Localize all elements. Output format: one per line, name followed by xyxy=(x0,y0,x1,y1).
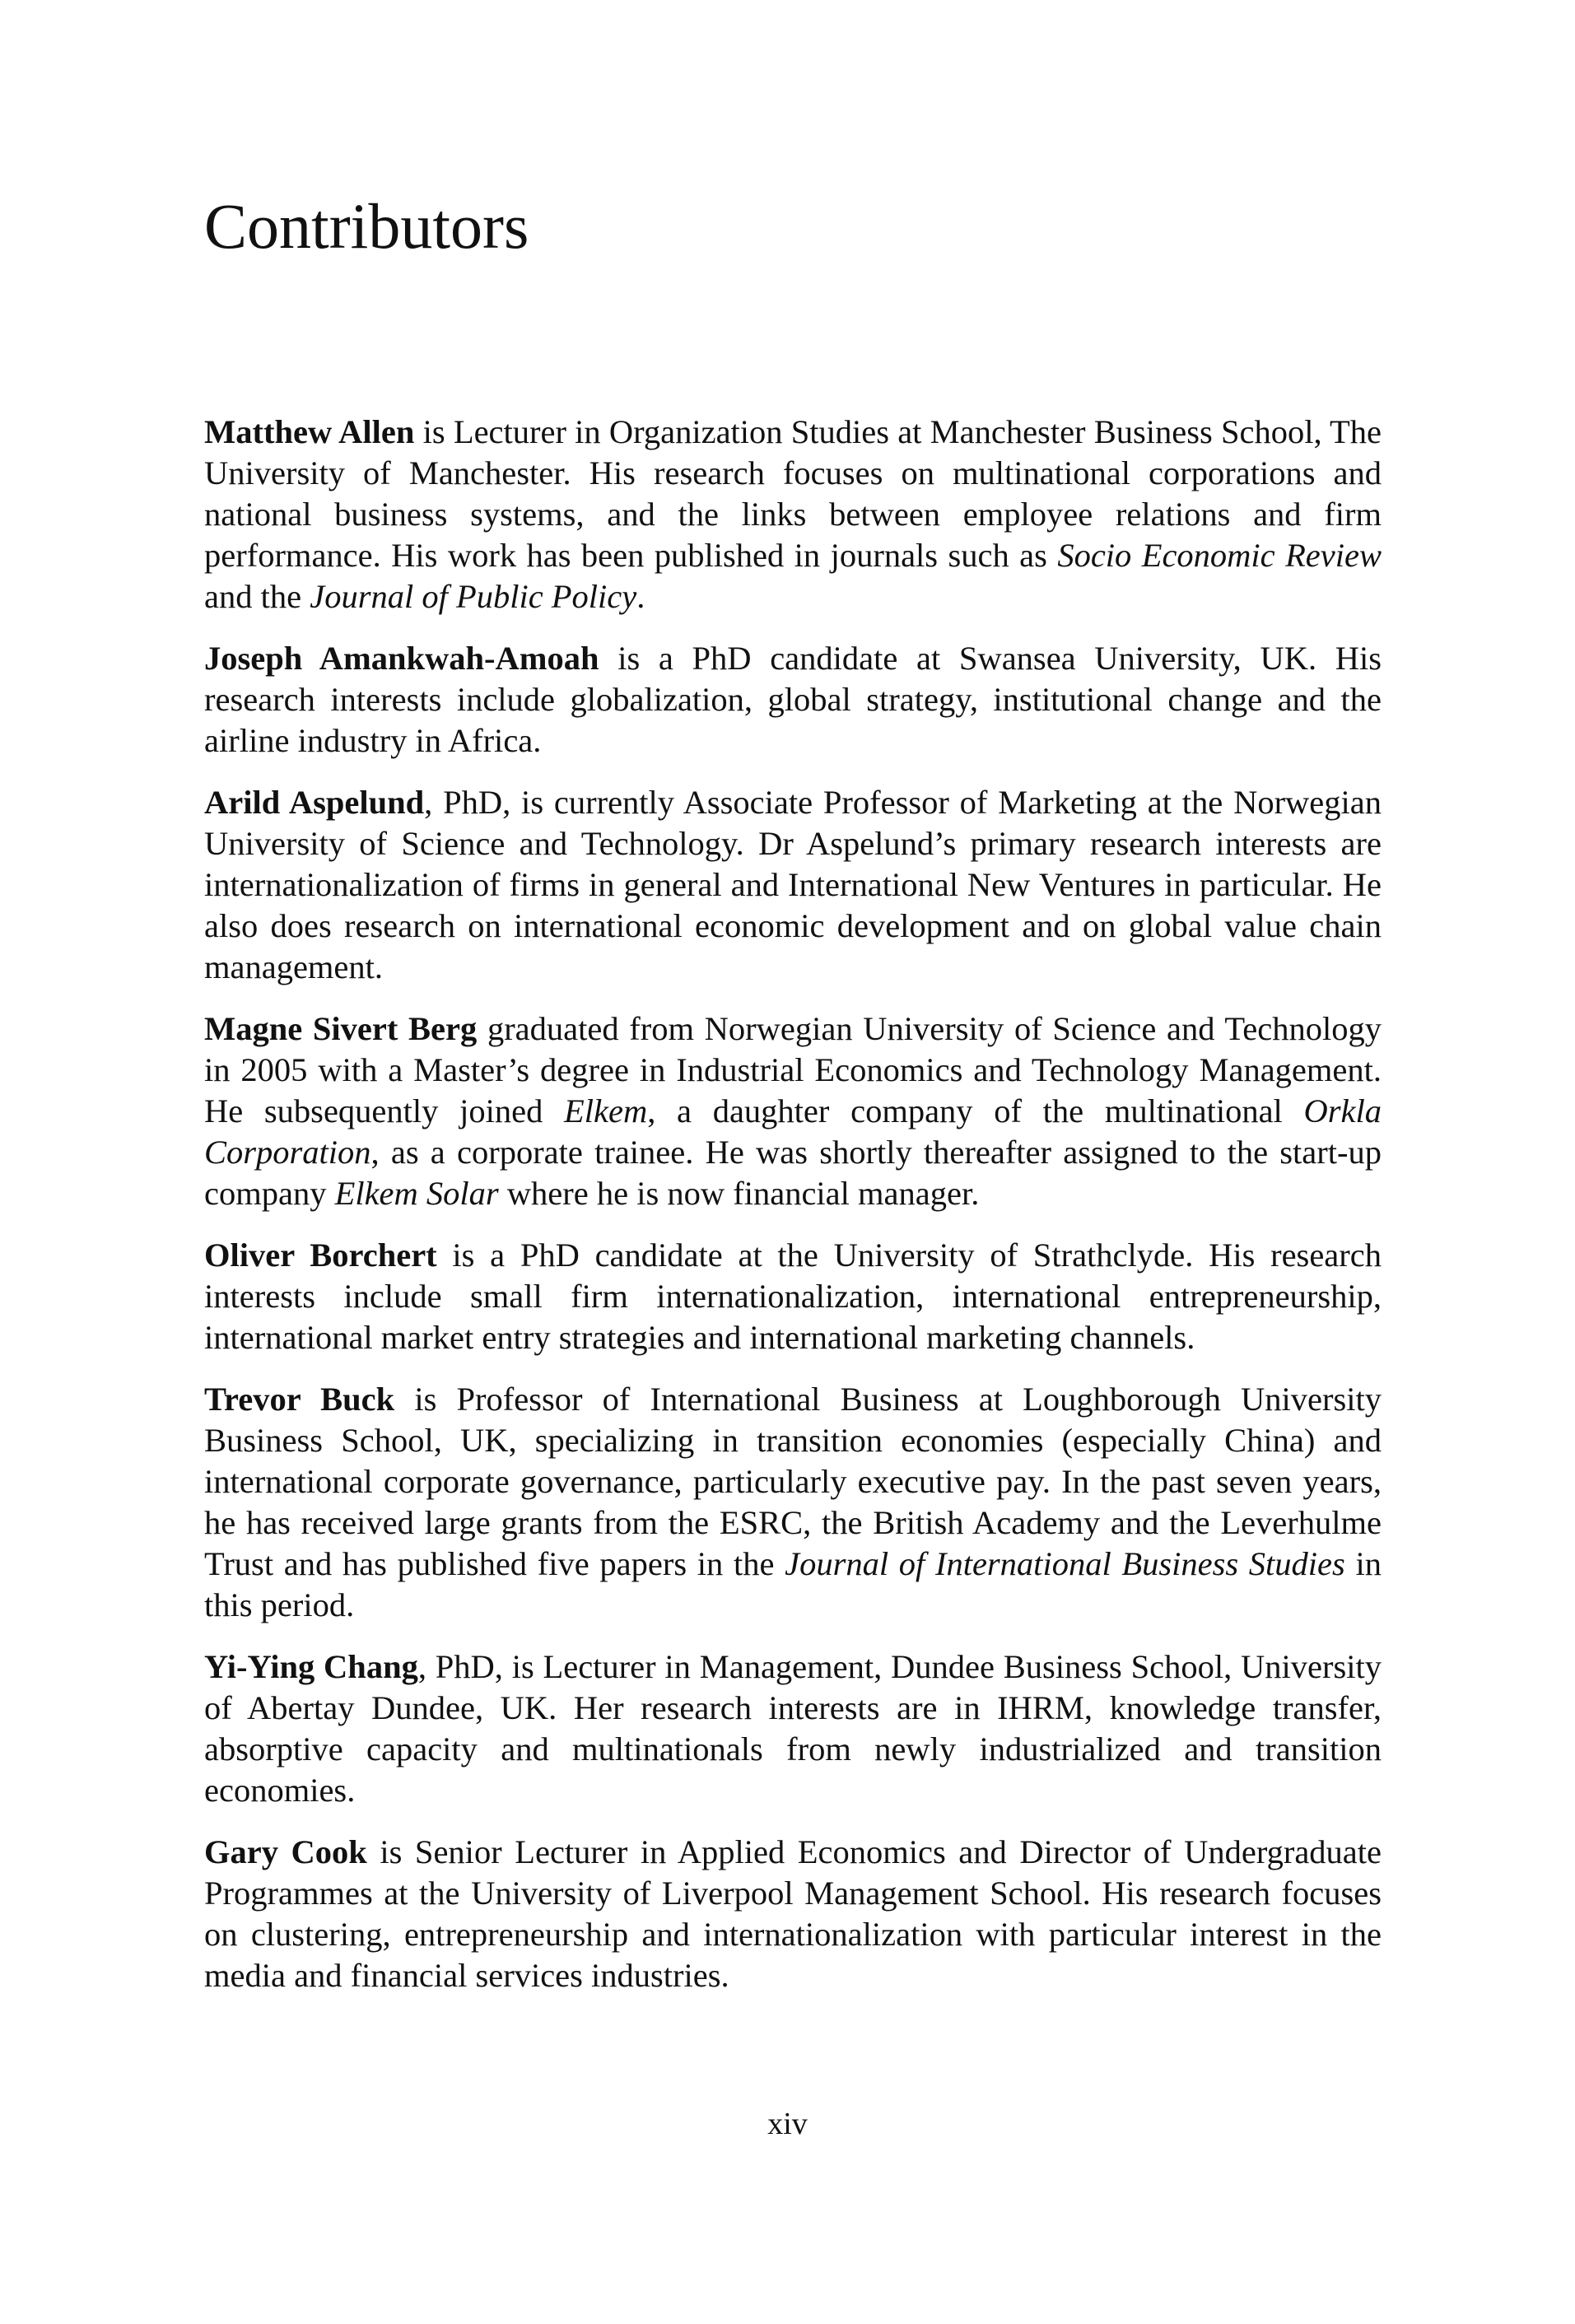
italic-title: Socio Economic Review xyxy=(1057,537,1382,574)
contributor-name: Magne Sivert Berg xyxy=(204,1010,478,1047)
bio-text: is a PhD candidate at Swansea University, UK. His research interests include globalization, global strategy, institutional change and the airline industry in Africa. xyxy=(204,640,1382,759)
italic-title: Journal of International Business Studies xyxy=(785,1545,1345,1582)
bio-text: , PhD, is Lecturer in Management, Dundee Business School, University of Abertay Dundee, UK. Her research interests are in IHRM, knowledge transfer, absorptive capacity and multinationals from newly industrialized and transition economies. xyxy=(204,1648,1382,1809)
contributor-list xyxy=(204,412,1382,2017)
bio-text: is Professor of International Business at Loughborough University Business School, UK, specializing in transition economies (especially China) and international corporate governance, particularly executive pay. In the past seven years, he has received large grants from the ESRC, the British Academy and the Leverhulme Trust and has published five papers in the xyxy=(204,1381,1382,1582)
bio-text: is Lecturer in Organization Studies at Manchester Business School, The University of Manchester. His research focuses on multinational corporations and national business systems, and the links between employee relations and firm performance. His work has been published in journals such as xyxy=(204,413,1382,574)
bio-text: . xyxy=(636,578,645,615)
contributor-entry xyxy=(204,412,1382,617)
contributor-name: Arild Aspelund xyxy=(204,784,425,821)
bio-text: is a PhD candidate at the University of Strathclyde. His research interests include small firm internationalization, international entrepreneurship, international market entry strategies and international marketing channels. xyxy=(204,1237,1382,1356)
contributor-name: Matthew Allen xyxy=(204,413,415,450)
contributor-entry xyxy=(204,1008,1382,1214)
contributor-entry xyxy=(204,1646,1382,1811)
contributor-name: Trevor Buck xyxy=(204,1381,395,1418)
bio-text: , a daughter company of the multinational xyxy=(647,1092,1304,1129)
contributor-entry xyxy=(204,1235,1382,1358)
page-number: xiv xyxy=(767,2107,808,2141)
italic-title: Elkem Solar xyxy=(334,1175,499,1212)
contributor-name: Joseph Amankwah-Amoah xyxy=(204,640,599,677)
contributor-entry xyxy=(204,638,1382,761)
bio-text: is Senior Lecturer in Applied Economics and Director of Undergraduate Programmes at the University of Liverpool Management School. His research focuses on clustering, entrepreneurship and internationalization with particular interest in the media and financial services industries. xyxy=(204,1833,1382,1994)
contributor-name: Gary Cook xyxy=(204,1833,367,1870)
contributor-entry xyxy=(204,1379,1382,1626)
contributor-entry xyxy=(204,782,1382,988)
contributor-name: Yi-Ying Chang xyxy=(204,1648,418,1685)
italic-title: Orkla Corporation xyxy=(204,1092,1382,1171)
contributor-entry xyxy=(204,1832,1382,1996)
contributor-bio xyxy=(204,1833,1382,1994)
italic-title: Journal of Public Policy xyxy=(310,578,637,615)
bio-text: where he is now financial manager. xyxy=(498,1175,980,1212)
bio-text: , PhD, is currently Associate Professor of Marketing at the Norwegian University of Science and Technology. Dr Aspelund’s primary research interests are internationalization of firms in general and International New Ventures in particular. He also does research on international economic development and on global value chain management. xyxy=(204,784,1382,985)
italic-title: Elkem xyxy=(564,1092,648,1129)
page-title: Contributors xyxy=(204,190,529,262)
contributor-name: Oliver Borchert xyxy=(204,1237,437,1274)
bio-text: in this period. xyxy=(204,1545,1382,1623)
bio-text: and the xyxy=(204,578,310,615)
bio-text: graduated from Norwegian University of Science and Technology in 2005 with a Master’s degree in Industrial Economics and Technology Management. He subsequently joined xyxy=(204,1010,1382,1129)
bio-text: , as a corporate trainee. He was shortly thereafter assigned to the start-up company xyxy=(204,1134,1382,1212)
